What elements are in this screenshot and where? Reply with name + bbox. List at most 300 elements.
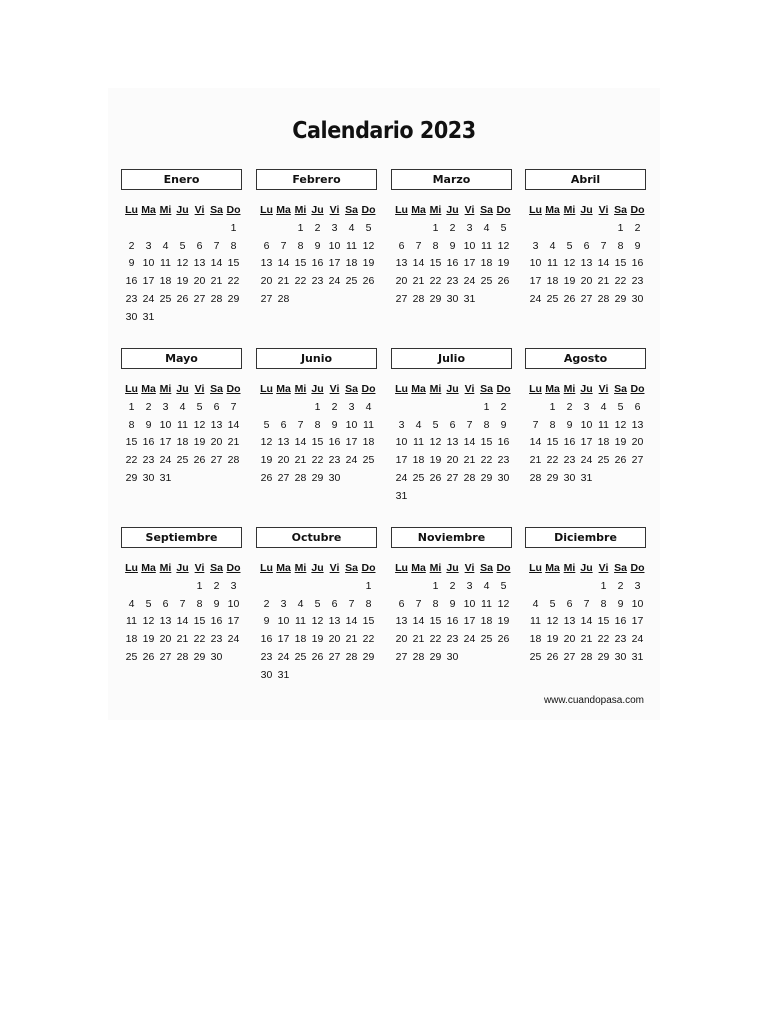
day-cell: 27 xyxy=(631,454,644,467)
day-cell: 2 xyxy=(145,400,152,413)
weekday-header: Sa xyxy=(345,562,358,574)
day-cell: 17 xyxy=(142,275,155,288)
day-cell: 5 xyxy=(549,597,556,610)
day-cell: 6 xyxy=(634,400,641,413)
weekday-header: Do xyxy=(226,204,241,216)
day-cell: 24 xyxy=(631,633,644,646)
day-grid xyxy=(123,560,242,667)
weekday-header: Vi xyxy=(598,204,609,216)
day-cell: 25 xyxy=(412,471,425,484)
weekday-header: Ma xyxy=(545,562,560,574)
day-cell: 24 xyxy=(142,292,155,305)
day-cell: 9 xyxy=(213,597,220,610)
day-cell: 1 xyxy=(483,400,490,413)
month-enero xyxy=(121,169,242,327)
day-cell: 9 xyxy=(128,257,135,270)
day-grid xyxy=(527,560,646,667)
day-cell: 9 xyxy=(566,418,573,431)
month-diciembre xyxy=(525,527,646,667)
weekday-header: Ma xyxy=(276,383,291,395)
day-cell: 10 xyxy=(580,418,593,431)
weekday-header: Do xyxy=(226,383,241,395)
day-cell: 28 xyxy=(412,650,425,663)
day-cell: 30 xyxy=(328,471,341,484)
day-cell: 19 xyxy=(563,275,576,288)
day-cell: 6 xyxy=(398,239,405,252)
day-cell: 23 xyxy=(446,633,459,646)
day-cell: 15 xyxy=(614,257,627,270)
day-cell: 8 xyxy=(128,418,135,431)
day-cell: 13 xyxy=(277,436,290,449)
day-grid xyxy=(527,381,646,488)
day-cell: 21 xyxy=(345,633,358,646)
empty-cell xyxy=(461,399,478,417)
day-cell: 18 xyxy=(294,633,307,646)
day-cell: 27 xyxy=(210,454,223,467)
day-cell: 21 xyxy=(597,275,610,288)
day-cell: 13 xyxy=(563,615,576,628)
day-cell: 15 xyxy=(311,436,324,449)
day-cell: 25 xyxy=(546,292,559,305)
empty-cell xyxy=(527,578,544,596)
day-cell: 25 xyxy=(480,275,493,288)
weekday-header: Lu xyxy=(125,383,138,395)
day-cell: 26 xyxy=(260,471,273,484)
day-cell: 30 xyxy=(142,471,155,484)
day-cell: 17 xyxy=(277,633,290,646)
day-cell: 19 xyxy=(260,454,273,467)
weekday-header: Mi xyxy=(429,562,442,574)
weekday-header: Sa xyxy=(614,204,627,216)
day-cell: 2 xyxy=(449,579,456,592)
day-cell: 5 xyxy=(500,579,507,592)
day-cell: 11 xyxy=(363,418,374,431)
day-cell: 2 xyxy=(634,221,641,234)
empty-cell xyxy=(393,220,410,238)
day-cell: 9 xyxy=(449,597,456,610)
day-cell: 6 xyxy=(331,597,338,610)
day-cell: 22 xyxy=(480,454,493,467)
day-cell: 5 xyxy=(432,418,439,431)
day-cell: 11 xyxy=(481,239,492,252)
day-cell: 29 xyxy=(480,471,493,484)
weekday-header: Ju xyxy=(446,204,459,216)
day-cell: 29 xyxy=(193,650,206,663)
day-cell: 3 xyxy=(331,221,338,234)
day-cell: 29 xyxy=(311,471,324,484)
weekday-header: Sa xyxy=(480,383,493,395)
day-cell: 6 xyxy=(162,597,169,610)
empty-cell xyxy=(258,220,275,238)
day-cell: 11 xyxy=(295,615,306,628)
day-cell: 23 xyxy=(311,275,324,288)
day-cell: 27 xyxy=(260,292,273,305)
day-cell: 13 xyxy=(193,257,206,270)
day-cell: 30 xyxy=(631,292,644,305)
day-cell: 7 xyxy=(600,239,607,252)
day-cell: 26 xyxy=(497,275,510,288)
day-cell: 13 xyxy=(395,257,408,270)
day-cell: 17 xyxy=(463,615,476,628)
day-cell: 9 xyxy=(634,239,641,252)
weekday-header: Ju xyxy=(580,204,593,216)
day-cell: 15 xyxy=(294,257,307,270)
day-cell: 21 xyxy=(227,436,240,449)
day-cell: 26 xyxy=(497,633,510,646)
day-cell: 29 xyxy=(597,650,610,663)
day-cell: 3 xyxy=(348,400,355,413)
day-cell: 7 xyxy=(297,418,304,431)
day-cell: 29 xyxy=(125,471,138,484)
day-cell: 1 xyxy=(432,221,439,234)
day-grid xyxy=(123,381,242,488)
day-cell: 25 xyxy=(125,650,138,663)
day-cell: 14 xyxy=(463,436,476,449)
weekday-header: Vi xyxy=(598,383,609,395)
day-cell: 9 xyxy=(617,597,624,610)
weekday-header: Mi xyxy=(159,383,172,395)
empty-cell xyxy=(123,220,140,238)
day-cell: 12 xyxy=(260,436,273,449)
weekday-header: Do xyxy=(496,383,511,395)
day-cell: 4 xyxy=(128,597,135,610)
day-grid xyxy=(527,202,646,309)
day-cell: 12 xyxy=(193,418,206,431)
day-cell: 3 xyxy=(398,418,405,431)
day-cell: 15 xyxy=(546,436,559,449)
day-cell: 5 xyxy=(145,597,152,610)
day-cell: 8 xyxy=(549,418,556,431)
weekday-header: Lu xyxy=(125,562,138,574)
weekday-header: Lu xyxy=(395,204,408,216)
day-cell: 10 xyxy=(345,418,358,431)
day-cell: 3 xyxy=(532,239,539,252)
day-cell: 30 xyxy=(125,310,138,323)
empty-cell xyxy=(527,220,544,238)
day-cell: 20 xyxy=(277,454,290,467)
weekday-header: Do xyxy=(226,562,241,574)
day-cell: 7 xyxy=(466,418,473,431)
day-cell: 24 xyxy=(529,292,542,305)
day-cell: 28 xyxy=(580,650,593,663)
day-cell: 16 xyxy=(328,436,341,449)
day-cell: 26 xyxy=(142,650,155,663)
month-name: Junio xyxy=(256,348,377,369)
weekday-header: Mi xyxy=(294,562,307,574)
day-cell: 12 xyxy=(563,257,576,270)
day-cell: 21 xyxy=(529,454,542,467)
day-cell: 18 xyxy=(529,633,542,646)
weekday-header: Ma xyxy=(141,204,156,216)
weekday-header: Mi xyxy=(563,562,576,574)
empty-cell xyxy=(427,399,444,417)
day-cell: 7 xyxy=(179,597,186,610)
day-cell: 1 xyxy=(617,221,624,234)
day-cell: 16 xyxy=(614,615,627,628)
day-cell: 4 xyxy=(549,239,556,252)
day-cell: 10 xyxy=(463,597,476,610)
day-cell: 23 xyxy=(497,454,510,467)
day-cell: 7 xyxy=(583,597,590,610)
day-cell: 11 xyxy=(547,257,558,270)
weekday-header: Do xyxy=(630,562,645,574)
day-cell: 19 xyxy=(497,257,510,270)
month-septiembre xyxy=(121,527,242,667)
weekday-header: Mi xyxy=(429,383,442,395)
empty-cell xyxy=(326,578,343,596)
day-cell: 14 xyxy=(580,615,593,628)
day-cell: 25 xyxy=(597,454,610,467)
day-cell: 14 xyxy=(210,257,223,270)
empty-cell xyxy=(174,578,191,596)
month-agosto xyxy=(525,348,646,488)
calendar-page xyxy=(108,88,660,720)
day-cell: 1 xyxy=(365,579,372,592)
month-marzo xyxy=(391,169,512,309)
day-cell: 24 xyxy=(395,471,408,484)
day-cell: 7 xyxy=(230,400,237,413)
day-cell: 22 xyxy=(294,275,307,288)
day-cell: 29 xyxy=(429,650,442,663)
day-cell: 19 xyxy=(176,275,189,288)
day-cell: 7 xyxy=(532,418,539,431)
day-cell: 12 xyxy=(614,418,627,431)
month-name: Mayo xyxy=(121,348,242,369)
day-cell: 4 xyxy=(179,400,186,413)
day-cell: 24 xyxy=(463,633,476,646)
day-cell: 8 xyxy=(432,239,439,252)
day-cell: 2 xyxy=(331,400,338,413)
day-cell: 30 xyxy=(446,292,459,305)
day-cell: 1 xyxy=(230,221,237,234)
empty-cell xyxy=(561,220,578,238)
weekday-header: Vi xyxy=(464,204,475,216)
day-cell: 7 xyxy=(280,239,287,252)
month-octubre xyxy=(256,527,377,685)
weekday-header: Ju xyxy=(176,204,189,216)
day-cell: 13 xyxy=(159,615,172,628)
day-cell: 20 xyxy=(260,275,273,288)
day-cell: 8 xyxy=(483,418,490,431)
day-cell: 8 xyxy=(314,418,321,431)
empty-cell xyxy=(393,578,410,596)
day-cell: 18 xyxy=(125,633,138,646)
day-cell: 11 xyxy=(126,615,137,628)
weekday-header: Mi xyxy=(294,383,307,395)
empty-cell xyxy=(157,578,174,596)
day-cell: 31 xyxy=(142,310,155,323)
day-cell: 14 xyxy=(412,615,425,628)
day-cell: 22 xyxy=(546,454,559,467)
day-cell: 6 xyxy=(196,239,203,252)
day-cell: 14 xyxy=(294,436,307,449)
empty-cell xyxy=(578,578,595,596)
day-cell: 22 xyxy=(193,633,206,646)
day-cell: 13 xyxy=(446,436,459,449)
day-cell: 4 xyxy=(365,400,372,413)
day-cell: 15 xyxy=(480,436,493,449)
day-cell: 5 xyxy=(179,239,186,252)
day-cell: 4 xyxy=(415,418,422,431)
day-cell: 18 xyxy=(412,454,425,467)
day-cell: 16 xyxy=(142,436,155,449)
day-cell: 8 xyxy=(297,239,304,252)
day-cell: 20 xyxy=(580,275,593,288)
day-cell: 12 xyxy=(362,239,375,252)
empty-cell xyxy=(410,578,427,596)
day-cell: 28 xyxy=(277,292,290,305)
day-cell: 20 xyxy=(395,275,408,288)
day-cell: 15 xyxy=(362,615,375,628)
day-cell: 17 xyxy=(529,275,542,288)
weekday-header: Mi xyxy=(159,562,172,574)
day-cell: 7 xyxy=(213,239,220,252)
day-cell: 28 xyxy=(227,454,240,467)
day-cell: 15 xyxy=(429,257,442,270)
day-cell: 3 xyxy=(466,579,473,592)
weekday-header: Ma xyxy=(411,383,426,395)
empty-cell xyxy=(191,220,208,238)
weekday-header: Sa xyxy=(345,383,358,395)
day-cell: 31 xyxy=(159,471,172,484)
day-cell: 12 xyxy=(546,615,559,628)
day-cell: 16 xyxy=(631,257,644,270)
day-cell: 16 xyxy=(563,436,576,449)
weekday-header: Ju xyxy=(580,383,593,395)
weekday-header: Ma xyxy=(545,383,560,395)
day-cell: 19 xyxy=(193,436,206,449)
weekday-header: Sa xyxy=(345,204,358,216)
day-grid xyxy=(258,381,377,488)
day-cell: 5 xyxy=(196,400,203,413)
day-cell: 8 xyxy=(196,597,203,610)
day-cell: 8 xyxy=(365,597,372,610)
day-grid xyxy=(258,560,377,685)
day-cell: 10 xyxy=(631,597,644,610)
day-cell: 3 xyxy=(162,400,169,413)
day-cell: 22 xyxy=(227,275,240,288)
day-cell: 25 xyxy=(480,633,493,646)
day-cell: 20 xyxy=(159,633,172,646)
month-name: Julio xyxy=(391,348,512,369)
weekday-header: Vi xyxy=(464,383,475,395)
day-cell: 12 xyxy=(311,615,324,628)
empty-cell xyxy=(444,399,461,417)
day-cell: 9 xyxy=(145,418,152,431)
day-cell: 18 xyxy=(480,615,493,628)
day-cell: 1 xyxy=(432,579,439,592)
day-cell: 1 xyxy=(196,579,203,592)
day-cell: 22 xyxy=(429,633,442,646)
day-cell: 20 xyxy=(193,275,206,288)
day-cell: 19 xyxy=(497,615,510,628)
day-cell: 16 xyxy=(497,436,510,449)
weekday-header: Mi xyxy=(159,204,172,216)
day-cell: 16 xyxy=(311,257,324,270)
day-cell: 27 xyxy=(580,292,593,305)
weekday-header: Do xyxy=(361,383,376,395)
day-cell: 23 xyxy=(210,633,223,646)
day-cell: 26 xyxy=(563,292,576,305)
day-cell: 22 xyxy=(614,275,627,288)
day-cell: 19 xyxy=(311,633,324,646)
day-grid xyxy=(393,560,512,667)
day-cell: 15 xyxy=(597,615,610,628)
weekday-header: Do xyxy=(361,204,376,216)
empty-cell xyxy=(527,399,544,417)
day-cell: 23 xyxy=(631,275,644,288)
day-cell: 31 xyxy=(580,471,593,484)
day-cell: 11 xyxy=(160,257,171,270)
empty-cell xyxy=(343,578,360,596)
day-cell: 30 xyxy=(260,668,273,681)
month-name: Octubre xyxy=(256,527,377,548)
day-cell: 14 xyxy=(277,257,290,270)
empty-cell xyxy=(140,578,157,596)
weekday-header: Vi xyxy=(194,383,205,395)
day-cell: 3 xyxy=(634,579,641,592)
day-cell: 12 xyxy=(497,597,510,610)
day-cell: 27 xyxy=(563,650,576,663)
day-cell: 26 xyxy=(546,650,559,663)
day-cell: 9 xyxy=(449,239,456,252)
empty-cell xyxy=(157,220,174,238)
empty-cell xyxy=(258,578,275,596)
day-cell: 30 xyxy=(446,650,459,663)
day-cell: 21 xyxy=(580,633,593,646)
day-cell: 1 xyxy=(549,400,556,413)
empty-cell xyxy=(309,578,326,596)
day-cell: 10 xyxy=(227,597,240,610)
day-cell: 17 xyxy=(328,257,341,270)
day-cell: 4 xyxy=(532,597,539,610)
weekday-header: Do xyxy=(496,562,511,574)
empty-cell xyxy=(174,220,191,238)
weekday-header: Ma xyxy=(545,204,560,216)
day-cell: 30 xyxy=(210,650,223,663)
day-cell: 20 xyxy=(395,633,408,646)
weekday-header: Ma xyxy=(411,204,426,216)
day-cell: 25 xyxy=(345,275,358,288)
day-cell: 18 xyxy=(597,436,610,449)
day-cell: 26 xyxy=(176,292,189,305)
empty-cell xyxy=(410,399,427,417)
month-name: Agosto xyxy=(525,348,646,369)
day-cell: 19 xyxy=(614,436,627,449)
day-cell: 2 xyxy=(263,597,270,610)
weekday-header: Mi xyxy=(429,204,442,216)
day-cell: 21 xyxy=(463,454,476,467)
day-cell: 4 xyxy=(483,579,490,592)
day-cell: 20 xyxy=(563,633,576,646)
month-abril xyxy=(525,169,646,309)
footer-url[interactable]: www.cuandopasa.com xyxy=(543,695,644,706)
day-cell: 23 xyxy=(446,275,459,288)
weekday-header: Ju xyxy=(176,383,189,395)
day-cell: 26 xyxy=(429,471,442,484)
day-cell: 23 xyxy=(563,454,576,467)
weekday-header: Sa xyxy=(480,204,493,216)
weekday-header: Lu xyxy=(125,204,138,216)
day-cell: 29 xyxy=(429,292,442,305)
weekday-header: Sa xyxy=(480,562,493,574)
day-cell: 23 xyxy=(142,454,155,467)
weekday-header: Mi xyxy=(563,383,576,395)
day-cell: 31 xyxy=(395,489,408,502)
day-cell: 31 xyxy=(631,650,644,663)
day-cell: 14 xyxy=(529,436,542,449)
day-cell: 25 xyxy=(294,650,307,663)
